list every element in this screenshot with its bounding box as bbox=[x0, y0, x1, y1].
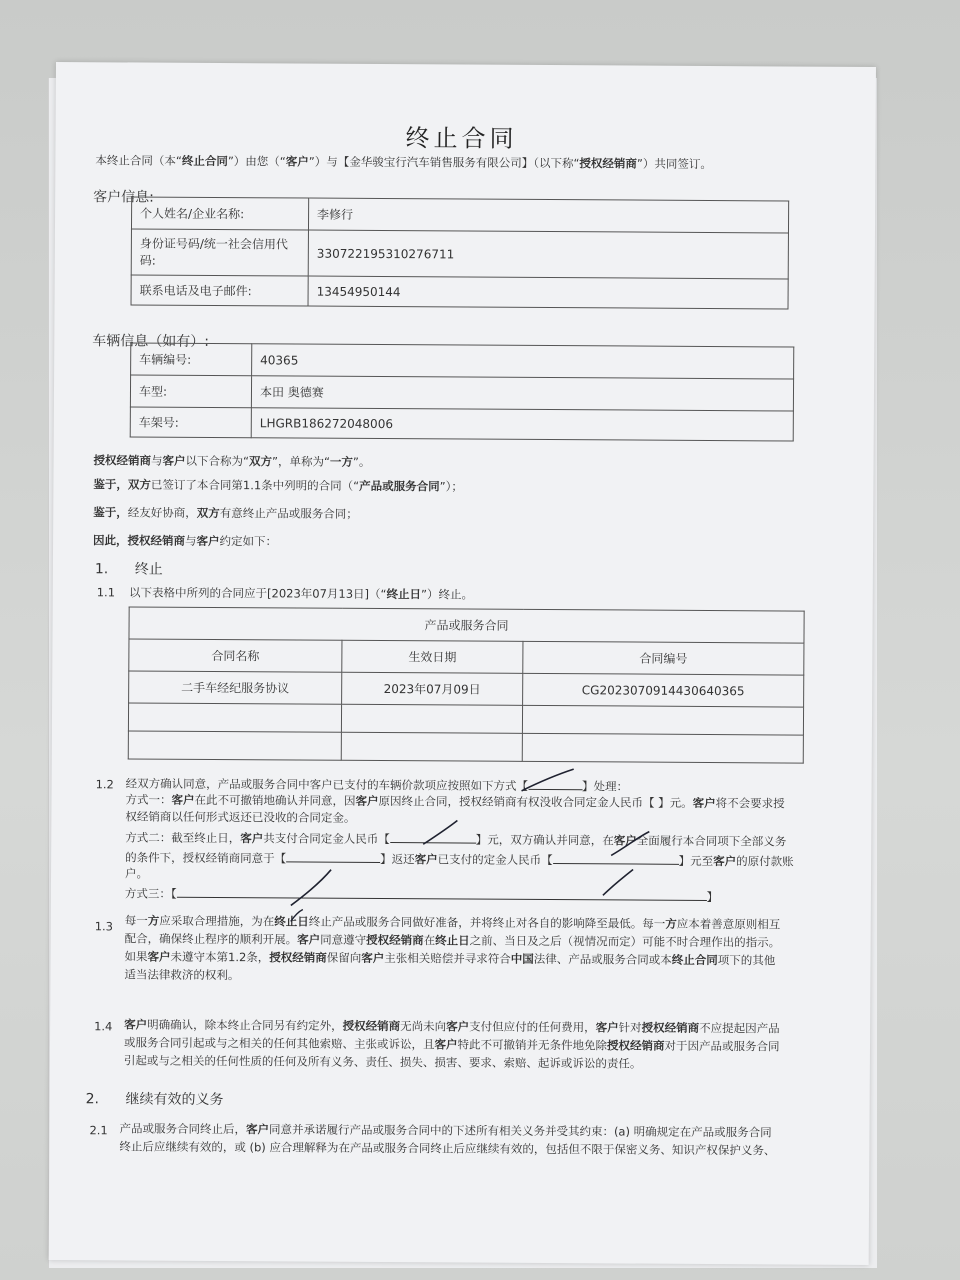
section-1-title: 终止 bbox=[134, 561, 163, 578]
id-number-value: 330722195310276711 bbox=[308, 230, 788, 279]
contact-value: 13454950144 bbox=[308, 276, 788, 309]
customer-info-heading: 客户信息: bbox=[93, 189, 154, 206]
intro-paragraph: 本终止合同（本“终止合同”）由您（“客户”）与【金华骏宝行汽车销售服务有限公司】（以下称“授权经销商”）共同签订。 bbox=[95, 153, 712, 172]
clause-2-1-line-2: 终止后应继续有效的，或 (b) 应合理解释为在产品或服务合同终止后应继续有效的，包括但不限于保密义务、知识产权保护义务、 bbox=[119, 1139, 776, 1158]
clause-1-1: 1.1 以下表格中所列的合同应于[2023年07月13日]（“终止日”）终止。 bbox=[96, 585, 474, 602]
parties-definition: 授权经销商与客户以下合称为“双方”，单称为“一方”。 bbox=[93, 453, 371, 469]
contract-number-cell: CG2023070914430640365 bbox=[523, 673, 804, 707]
clause-1-2-line-4: 方式二：截至终止日，客户共支付合同定金人民币【 】元，双方确认并同意，在客户全面履行本合同项下全部义务 bbox=[125, 830, 787, 849]
vehicle-number-label: 车辆编号: bbox=[131, 343, 252, 376]
vin-label: 车架号: bbox=[130, 407, 251, 438]
column-header: 合同名称 bbox=[129, 639, 342, 672]
clause-1-3-line-2: 配合，确保终止程序的顺利开展。客户同意遵守授权经销商在终止日之前、当日及之后（视情况而定）可能不时合理作出的指示。 bbox=[124, 931, 781, 950]
clause-1-3-line-1: 每一方应采取合理措施，为在终止日终止产品或服务合同做好准备，并将终止对各自的影响降至最低。每一方应本着善意原则相互 bbox=[124, 913, 781, 932]
effective-date-cell: 2023年07月09日 bbox=[342, 672, 523, 705]
clause-2-1-line-1: 产品或服务合同终止后，客户同意并承诺履行产品或服务合同中的下述所有相关义务并受其约束：(a) 明确规定在产品或服务合同 bbox=[119, 1121, 772, 1140]
id-number-label: 身份证号码/统一社会信用代码: bbox=[131, 229, 308, 276]
contact-label: 联系电话及电子邮件: bbox=[131, 275, 308, 306]
model-value: 本田 奥德赛 bbox=[251, 376, 793, 411]
whereas-clause-1: 鉴于，双方已签订了本合同第1.1条中列明的合同（“产品或服务合同”）； bbox=[93, 477, 463, 494]
clause-1-4-line-1: 客户明确确认，除本终止合同另有约定外，授权经销商无尚未向客户支付但应付的任何费用，客户针对授权经销商不应提起因产品 bbox=[124, 1017, 780, 1036]
clause-1-2-line-1: 经双方确认同意，产品或服务合同中客户已支付的车辆价款项应按照如下方式【 】处理： bbox=[125, 776, 629, 794]
pen-stroke bbox=[611, 831, 649, 855]
column-header: 生效日期 bbox=[342, 640, 523, 673]
clause-1-4-line-3: 引起或与之相关的任何性质的任何及所有义务、责任、损失、损害、要求、索赔、起诉或诉讼的责任。 bbox=[123, 1053, 642, 1071]
section-1-number: 1. bbox=[94, 561, 109, 578]
clause-1-2-line-3: 权经销商以任何形式返还已没收的合同定金。 bbox=[125, 809, 356, 825]
column-header: 合同编号 bbox=[523, 641, 804, 675]
clause-1-3-number: 1.3 bbox=[94, 919, 114, 934]
pen-stroke bbox=[291, 909, 303, 921]
clause-1-3-line-4: 适当法律救济的权利。 bbox=[124, 967, 240, 983]
clause-1-2-line-6: 户。 bbox=[125, 866, 149, 881]
vehicle-info-heading: 车辆信息（如有）: bbox=[92, 333, 210, 350]
handwritten-marks bbox=[49, 62, 876, 1265]
contract-page bbox=[49, 62, 876, 1265]
page-title: 终止合同 bbox=[405, 124, 518, 153]
pen-stroke bbox=[522, 769, 574, 791]
clause-1-2-line-7: 方式三：【 】 bbox=[124, 886, 719, 905]
whereas-clause-2: 鉴于，经友好协商，双方有意终止产品或服务合同； bbox=[93, 505, 358, 521]
section-2-number: 2. bbox=[85, 1091, 100, 1108]
clause-1-2-line-2: 方式一：客户在此不可撤销地确认并同意，因客户原因终止合同，授权经销商有权没收合同定金人民币【 】元。客户将不会要求授 bbox=[125, 792, 785, 811]
clause-1-2-line-5: 的条件下，授权经销商同意于【 】返还客户已支付的定金人民币【 】元至客户的原付款账 bbox=[125, 850, 794, 869]
contract-name-cell: 二手车经纪服务协议 bbox=[129, 671, 342, 704]
clause-2-1-number: 2.1 bbox=[89, 1123, 108, 1138]
table-caption: 产品或服务合同 bbox=[129, 607, 804, 643]
vin-value: LHGRB186272048006 bbox=[251, 408, 793, 441]
clause-1-4-number: 1.4 bbox=[94, 1019, 113, 1034]
clause-1-4-line-2: 或服务合同引起或与之相关的任何其他索赔、主张或诉讼，且客户特此不可撤销并无条件地免除授权经销商对于因产品或服务合同 bbox=[123, 1035, 780, 1054]
clause-1-2-number: 1.2 bbox=[95, 777, 114, 792]
section-2-title: 继续有效的义务 bbox=[125, 1091, 224, 1109]
name-label: 个人姓名/企业名称: bbox=[131, 197, 308, 230]
model-label: 车型: bbox=[130, 375, 251, 408]
name-value: 李修行 bbox=[308, 198, 788, 233]
vehicle-number-value: 40365 bbox=[252, 344, 794, 379]
therefore-clause: 因此，授权经销商与客户约定如下： bbox=[93, 533, 278, 549]
clause-1-3-line-3: 如果客户未遵守本第1.2条，授权经销商保留向客户主张相关赔偿并寻求符合中国法律、产品或服务合同或本终止合同项下的其他 bbox=[124, 949, 776, 968]
pen-stroke bbox=[603, 869, 633, 895]
pen-stroke bbox=[423, 820, 457, 844]
pen-stroke bbox=[291, 869, 331, 905]
